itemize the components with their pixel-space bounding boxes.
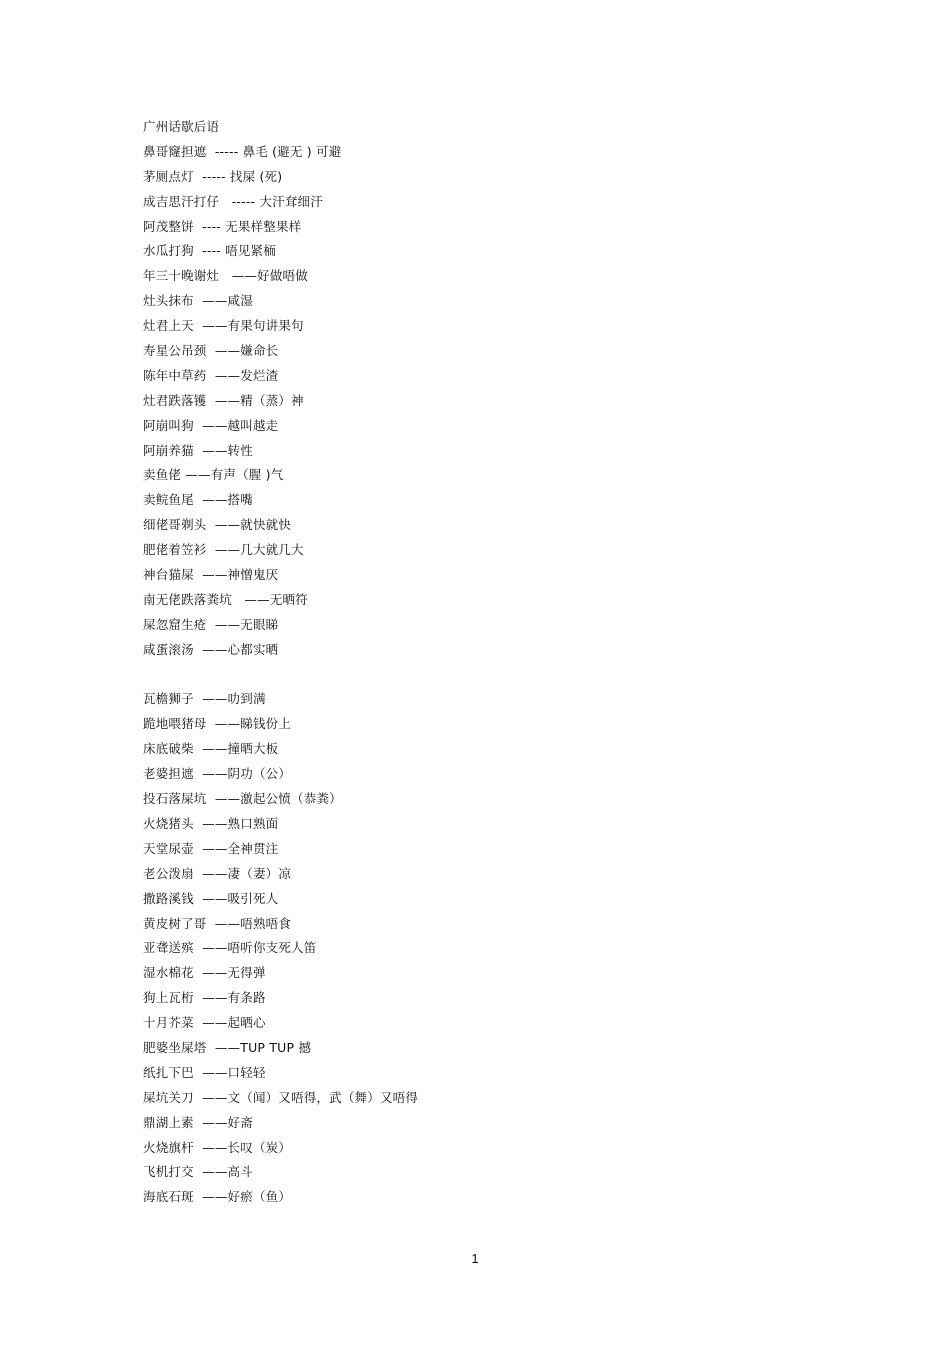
document-title: 广州话歇后语 xyxy=(143,119,220,134)
proverb-line: 阿崩叫狗 ——越叫越走 xyxy=(143,417,279,433)
proverb-line: 年三十晚谢灶 ——好做唔做 xyxy=(143,268,308,284)
proverb-line: 跪地喂猪母 ——睇钱份上 xyxy=(143,716,292,732)
proverb-line: 亚聋送殡 ——唔听你支死人笛 xyxy=(143,940,317,956)
proverb-line: 灶君上天 ——有果句讲果句 xyxy=(143,318,304,334)
proverb-line: 老公泼扇 ——凄（妻）凉 xyxy=(143,865,292,881)
proverb-line: 阿茂整饼 ---- 无果样整果样 xyxy=(143,218,302,234)
proverb-line: 老婆担遮 ——阴功（公） xyxy=(143,766,292,782)
proverb-line: 床底破柴 ——撞晒大板 xyxy=(143,741,279,757)
proverb-line: 卖鱼佬 ——有声（腥 )气 xyxy=(143,467,284,483)
proverb-line: 陈年中草药 ——发烂渣 xyxy=(143,367,279,383)
proverb-line: 成吉思汗打仔 ----- 大汗耷细汗 xyxy=(143,193,323,209)
proverb-line: 屎忽窟生疮 ——无眼睇 xyxy=(143,616,279,632)
proverb-line: 鼎湖上素 ——好斋 xyxy=(143,1114,253,1130)
proverb-line: 神台猫屎 ——神憎鬼厌 xyxy=(143,567,279,583)
proverb-line: 灶君跌落镬 ——精（蒸）神 xyxy=(143,392,304,408)
proverb-line: 火烧旗杆 ——长叹（炭） xyxy=(143,1139,292,1155)
proverb-line: 细佬哥剃头 ——就快就快 xyxy=(143,517,292,533)
proverb-line: 纸扎下巴 ——口轻轻 xyxy=(143,1064,266,1080)
proverb-line: 肥佬着笠衫 ——几大就几大 xyxy=(143,542,304,558)
document-body xyxy=(143,115,843,1210)
proverb-line: 茅厕点灯 ----- 找屎 (死) xyxy=(143,168,283,184)
proverb-line: 瓦檐狮子 ——叻到满 xyxy=(143,691,266,707)
paragraph-gap xyxy=(143,663,843,688)
proverb-line: 海底石斑 ——好瘀（鱼） xyxy=(143,1189,292,1205)
proverb-line: 撒路溪钱 ——吸引死人 xyxy=(143,890,279,906)
proverb-line: 灶头抹布 ——咸湿 xyxy=(143,293,253,309)
proverb-line: 飞机打交 ——高斗 xyxy=(143,1164,253,1180)
proverb-line: 屎坑关刀 ——文（闻）又唔得，武（舞）又唔得 xyxy=(143,1089,419,1105)
proverb-line: 火烧猪头 ——熟口熟面 xyxy=(143,815,279,831)
proverb-line: 寿星公吊颈 ——嫌命长 xyxy=(143,343,279,359)
proverb-line: 南无佬跌落粪坑 ——无晒符 xyxy=(143,591,308,607)
proverb-line: 鼻哥窿担遮 ----- 鼻毛 (避无 ) 可避 xyxy=(143,143,342,159)
proverb-line: 天堂尿壶 ——全神贯注 xyxy=(143,840,279,856)
proverb-line: 投石落屎坑 ——激起公愤（恭粪） xyxy=(143,791,342,807)
proverb-line: 卖鲩鱼尾 ——搭嘴 xyxy=(143,492,253,508)
proverb-line: 肥婆坐屎塔 ——TUP TUP 撼 xyxy=(143,1039,312,1055)
proverb-line: 狗上瓦桁 ——有条路 xyxy=(143,990,266,1006)
page-number: 1 xyxy=(471,1251,479,1266)
proverb-line: 阿崩养猫 ——转性 xyxy=(143,442,253,458)
proverb-line: 十月芥菜 ——起晒心 xyxy=(143,1015,266,1031)
proverb-line: 咸蛋滚汤 ——心都实晒 xyxy=(143,641,279,657)
proverb-line: 水瓜打狗 ---- 唔见紧栭 xyxy=(143,243,276,259)
proverb-line: 湿水棉花 ——无得弹 xyxy=(143,965,266,981)
proverb-line: 黄皮树了哥 ——唔熟唔食 xyxy=(143,915,292,931)
